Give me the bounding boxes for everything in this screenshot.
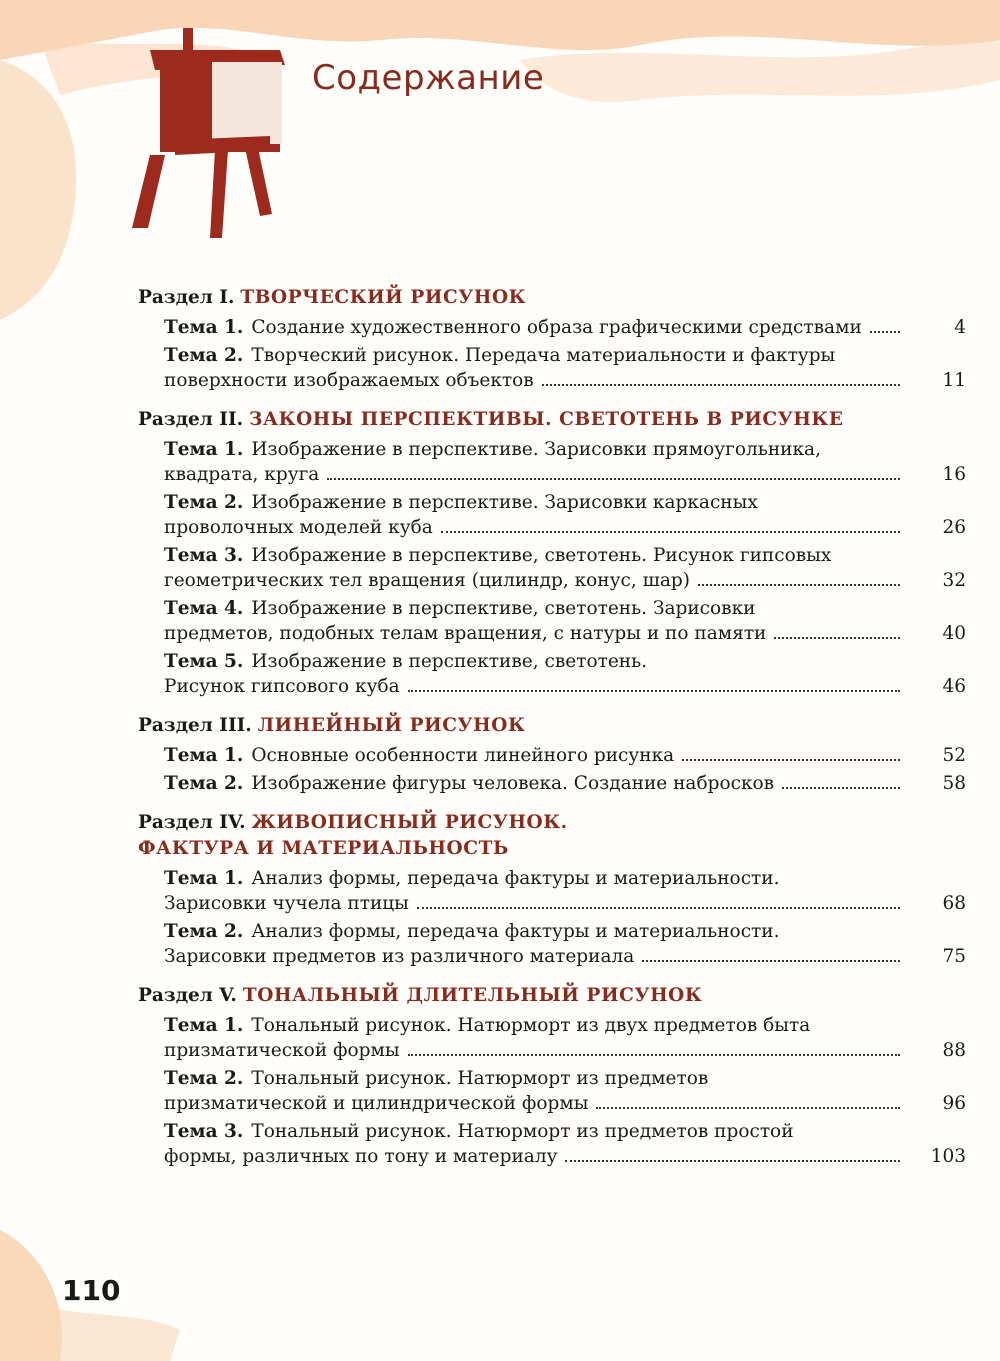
section-name: ТОНАЛЬНЫЙ ДЛИТЕЛЬНЫЙ РИСУНОК [242, 985, 703, 1006]
topic-title-second: поверхности изображаемых объектов [164, 370, 534, 391]
toc-section [138, 285, 968, 393]
toc-page-number: 52 [942, 745, 966, 766]
topic-title-line [164, 343, 906, 368]
topic-label: Тема 2. [164, 492, 244, 513]
topic-label: Тема 2. [164, 1068, 244, 1089]
topic-title-second: призматической и цилиндрической формы [164, 1093, 589, 1114]
toc-entry[interactable] [138, 866, 968, 916]
dot-leader [682, 759, 900, 761]
topic-title-first: Изображение в перспективе, светотень. Зарисовки [251, 598, 756, 619]
dot-leader [642, 960, 900, 962]
topic-label: Тема 3. [164, 545, 244, 566]
section-label: Раздел II. [138, 409, 244, 430]
section-name: ЛИНЕЙНЫЙ РИСУНОК [257, 715, 526, 736]
topic-title-first: Изображение в перспективе, светотень. Рисунок гипсовых [251, 545, 832, 566]
section-name: ТВОРЧЕСКИЙ РИСУНОК [240, 287, 527, 308]
toc-entry-text [164, 315, 906, 340]
topic-title-first: Изображение в перспективе. Зарисовки прямоугольника, [251, 439, 821, 460]
topic-label: Тема 4. [164, 598, 244, 619]
toc-entry-text [164, 437, 906, 487]
topic-title-first: Изображение в перспективе. Зарисовки каркасных [251, 492, 758, 513]
toc-entry-text [164, 1066, 906, 1116]
topic-title-line [164, 437, 906, 462]
toc-entry-text [164, 919, 906, 969]
toc-entry-text [164, 543, 906, 593]
topic-title-first: Изображение в перспективе, светотень. [251, 651, 648, 672]
page-number: 110 [62, 1274, 121, 1307]
dot-leader [698, 584, 900, 586]
toc-entry-text [164, 743, 906, 768]
topic-title: Создание художественного образа графическими средствами [251, 317, 862, 338]
toc-entry[interactable] [138, 1013, 968, 1063]
toc-page-number: 46 [942, 676, 966, 697]
toc-page-number: 26 [942, 517, 966, 538]
toc-section [138, 713, 968, 796]
topic-title: Основные особенности линейного рисунка [251, 745, 675, 766]
toc-section [138, 407, 968, 699]
topic-title-first: Тональный рисунок. Натюрморт из двух предметов быта [251, 1015, 811, 1036]
section-name: ЖИВОПИСНЫЙ РИСУНОК. [251, 812, 568, 833]
topic-label: Тема 1. [164, 868, 244, 889]
topic-title: Изображение фигуры человека. Создание набросков [251, 773, 775, 794]
dot-leader [565, 1160, 900, 1162]
topic-title-second: геометрических тел вращения (цилиндр, конус, шар) [164, 570, 690, 591]
topic-title-line [164, 649, 906, 674]
dot-leader [774, 637, 900, 639]
section-heading [138, 285, 968, 311]
toc-entry[interactable] [138, 919, 968, 969]
topic-title-second: квадрата, круга [164, 464, 320, 485]
toc-page-number: 88 [942, 1040, 966, 1061]
toc-entry[interactable] [138, 771, 968, 796]
table-of-contents [138, 285, 968, 1183]
topic-title-line [164, 1013, 906, 1038]
topic-title-first: Анализ формы, передача фактуры и материальности. [251, 868, 780, 889]
topic-title-line [164, 490, 906, 515]
section-name-continued: ФАКТУРА И МАТЕРИАЛЬНОСТЬ [138, 838, 509, 859]
toc-entry[interactable] [138, 437, 968, 487]
topic-title-second: проволочных моделей куба [164, 517, 433, 538]
toc-entry[interactable] [138, 543, 968, 593]
section-heading [138, 810, 968, 862]
topic-title-line [164, 596, 906, 621]
section-label: Раздел IV. [138, 812, 246, 833]
section-label: Раздел I. [138, 287, 235, 308]
page-title: Содержание [312, 58, 545, 98]
toc-entry[interactable] [138, 315, 968, 340]
section-label: Раздел III. [138, 715, 252, 736]
topic-label: Тема 1. [164, 439, 244, 460]
toc-entry[interactable] [138, 1119, 968, 1169]
topic-title-first: Творческий рисунок. Передача материальности и фактуры [251, 345, 836, 366]
dot-leader [870, 331, 900, 333]
section-heading [138, 407, 968, 433]
topic-title-line [164, 866, 906, 891]
section-heading [138, 713, 968, 739]
toc-entry[interactable] [138, 743, 968, 768]
toc-page-number: 58 [942, 773, 966, 794]
dot-leader [327, 478, 900, 480]
toc-entry-text [164, 343, 906, 393]
dot-leader [408, 1054, 900, 1056]
topic-title-line [164, 1119, 906, 1144]
toc-entry-text [164, 649, 906, 699]
topic-label: Тема 3. [164, 1121, 244, 1142]
toc-page-number: 40 [942, 623, 966, 644]
toc-entry[interactable] [138, 649, 968, 699]
toc-entry-text [164, 596, 906, 646]
toc-entry-text [164, 490, 906, 540]
section-name: ЗАКОНЫ ПЕРСПЕКТИВЫ. СВЕТОТЕНЬ В РИСУНКЕ [249, 409, 844, 430]
dot-leader [441, 531, 900, 533]
toc-section [138, 810, 968, 969]
topic-label: Тема 1. [164, 317, 244, 338]
toc-page-number: 32 [942, 570, 966, 591]
topic-label: Тема 2. [164, 921, 244, 942]
topic-title-second: предметов, подобных телам вращения, с натуры и по памяти [164, 623, 767, 644]
topic-label: Тема 1. [164, 1015, 244, 1036]
topic-title-line [164, 543, 906, 568]
topic-label: Тема 2. [164, 345, 244, 366]
topic-title-line [164, 1066, 906, 1091]
dot-leader [596, 1107, 900, 1109]
toc-page-number: 4 [954, 317, 966, 338]
topic-title-second: Зарисовки чучела птицы [164, 893, 409, 914]
dot-leader [782, 787, 900, 789]
section-heading [138, 983, 968, 1009]
topic-title-second: формы, различных по тону и материалу [164, 1146, 558, 1167]
topic-title-second: Зарисовки предметов из различного материала [164, 946, 635, 967]
toc-entry-text [164, 866, 906, 916]
toc-entry[interactable] [138, 490, 968, 540]
topic-label: Тема 5. [164, 651, 244, 672]
topic-title-second: Рисунок гипсового куба [164, 676, 400, 697]
toc-entry[interactable] [138, 1066, 968, 1116]
dot-leader [542, 384, 900, 386]
toc-page-number: 68 [942, 893, 966, 914]
toc-page-number: 16 [942, 464, 966, 485]
topic-label: Тема 2. [164, 773, 244, 794]
topic-title-first: Тональный рисунок. Натюрморт из предметов простой [251, 1121, 794, 1142]
topic-title-first: Анализ формы, передача фактуры и материальности. [251, 921, 780, 942]
easel-icon [132, 28, 285, 238]
section-label: Раздел V. [138, 985, 237, 1006]
toc-entry[interactable] [138, 343, 968, 393]
toc-entry[interactable] [138, 596, 968, 646]
toc-page-number: 75 [942, 946, 966, 967]
topic-title-second: призматической формы [164, 1040, 400, 1061]
toc-entry-text [164, 771, 906, 796]
toc-page-number: 11 [942, 370, 966, 391]
topic-title-line [164, 919, 906, 944]
toc-page-number: 96 [942, 1093, 966, 1114]
toc-section [138, 983, 968, 1169]
toc-page-number: 103 [930, 1146, 966, 1167]
topic-title-first: Тональный рисунок. Натюрморт из предметов [251, 1068, 709, 1089]
topic-label: Тема 1. [164, 745, 244, 766]
dot-leader [408, 690, 900, 692]
toc-entry-text [164, 1119, 906, 1169]
dot-leader [417, 907, 900, 909]
toc-entry-text [164, 1013, 906, 1063]
